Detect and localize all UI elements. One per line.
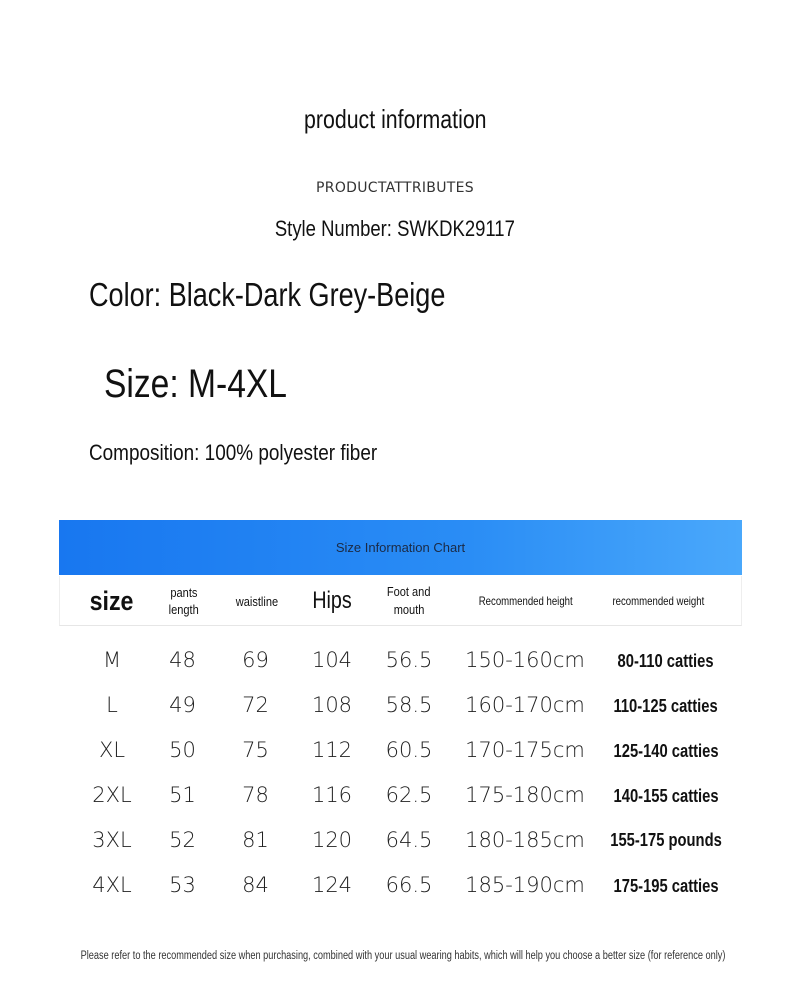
cell-height: 180-185cm [465,827,585,852]
cell-height: 150-160cm [465,647,585,672]
color-info: Color: Black-Dark Grey-Beige [89,276,446,313]
table-row [0,772,790,817]
cell-weight: 110-125 catties [613,696,719,716]
table-row [0,862,790,907]
cell-weight: 175-195 catties [613,876,719,896]
header-recommended-height: Recommended height [479,594,573,608]
cell-waist: 75 [242,737,269,762]
size-range: Size: M-4XL [104,362,288,406]
cell-waist: 81 [242,827,269,852]
cell-weight: 80-110 catties [617,651,715,671]
header-waistline: waistline [235,593,279,609]
header-foot-mouth: Foot and mouth [387,584,431,617]
cell-weight: 140-155 catties [613,786,719,806]
cell-height: 160-170cm [465,692,585,717]
table-row [0,727,790,772]
cell-hips: 108 [311,692,353,717]
cell-hips: 120 [311,827,353,852]
header-recommended-weight: recommended weight [612,594,704,608]
header-pants-length: pants length [168,585,200,617]
cell-foot: 62.5 [385,782,433,807]
cell-hips: 116 [311,782,353,807]
section-subtitle: PRODUCTATTRIBUTES [316,180,474,196]
cell-hips: 104 [311,647,353,672]
cell-size: XL [98,737,126,762]
footnote: Please refer to the recommended size when purchasing, combined with your usual wearing habits, which will help you choose a better size (for reference only) [80,950,726,962]
cell-length: 52 [169,827,196,852]
cell-waist: 78 [242,782,269,807]
cell-waist: 72 [242,692,269,717]
cell-weight: 155-175 pounds [610,830,722,850]
table-row [0,637,790,682]
cell-length: 49 [169,692,196,717]
table-row [0,817,790,862]
header-size: size [90,585,134,616]
style-number: Style Number: SWKDK29117 [274,216,516,241]
cell-size: L [106,692,118,717]
cell-waist: 69 [242,647,269,672]
cell-foot: 58.5 [385,692,433,717]
cell-length: 48 [169,647,196,672]
cell-foot: 64.5 [385,827,433,852]
size-chart-banner: Size Information Chart [59,520,742,575]
cell-size: 3XL [92,827,132,852]
cell-waist: 84 [242,872,269,897]
cell-length: 53 [169,872,196,897]
cell-size: M [102,647,122,672]
composition-info: Composition: 100% polyester fiber [89,440,378,465]
cell-foot: 56.5 [385,647,433,672]
cell-length: 50 [169,737,196,762]
cell-height: 175-180cm [465,782,585,807]
cell-foot: 60.5 [385,737,433,762]
header-hips: Hips [312,587,352,614]
cell-hips: 124 [311,872,353,897]
cell-height: 185-190cm [465,872,585,897]
cell-height: 170-175cm [465,737,585,762]
cell-hips: 112 [311,737,353,762]
cell-weight: 125-140 catties [613,741,719,761]
cell-size: 4XL [92,872,132,897]
cell-foot: 66.5 [385,872,433,897]
cell-length: 51 [169,782,196,807]
table-row [0,682,790,727]
page-title: product information [303,104,487,134]
cell-size: 2XL [92,782,132,807]
